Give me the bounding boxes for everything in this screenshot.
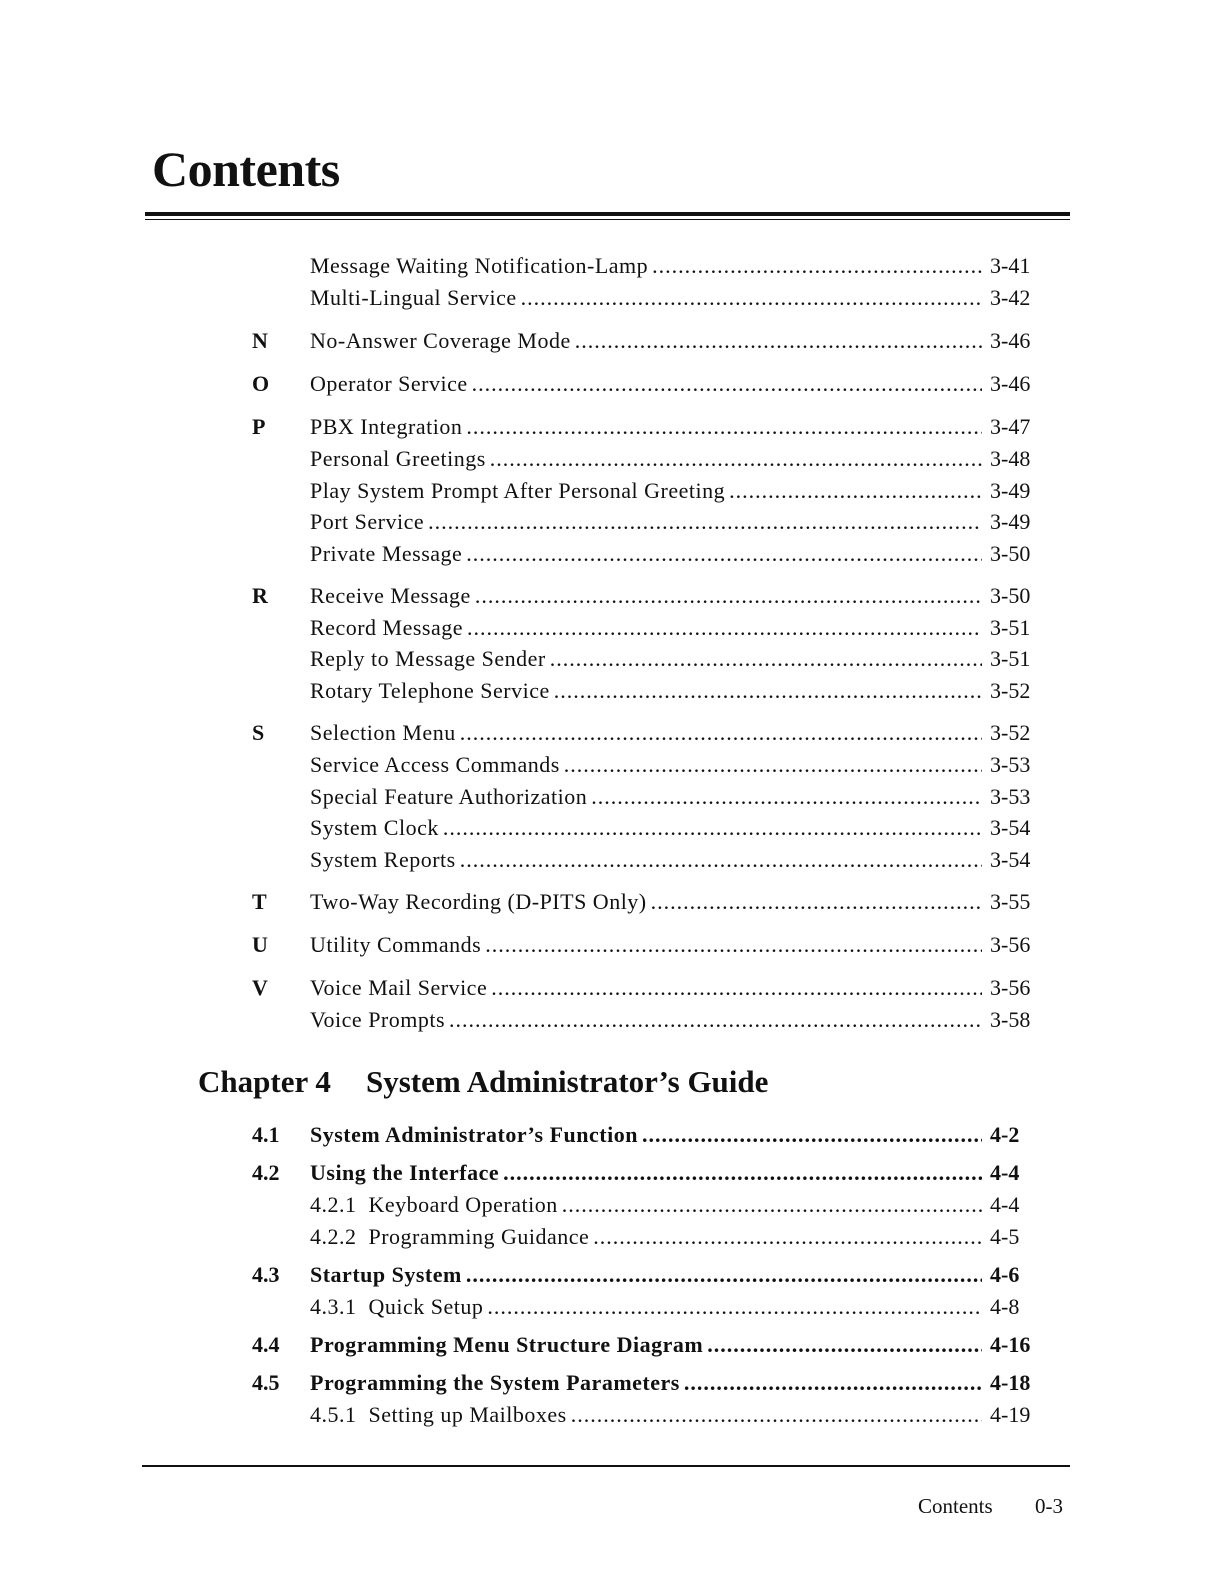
toc-entry[interactable] [0,718,1222,748]
toc-subsection-entry[interactable] [0,1400,1222,1430]
page-title: Contents [152,141,340,197]
toc-entry[interactable] [0,845,1222,875]
toc-entry-title: System Clock ..... [310,813,982,843]
toc-section-entry[interactable] [0,1260,1222,1290]
toc-entry-title: Utility Commands ..... [310,930,982,960]
toc-entry-title: Personal Greetings ..... [310,444,982,474]
header-rule-thin [145,219,1070,220]
toc-entry-page: 4-4 [990,1160,1020,1185]
toc-entry-page: 3-51 [990,646,1031,671]
toc-entry-title: 4.5.1 Setting up Mailboxes ..... [310,1400,982,1430]
toc-entry-title: Private Message ..... [310,539,982,569]
toc-entry-title: Operator Service ..... [310,369,982,399]
toc-entry-page: 3-53 [990,752,1031,777]
toc-section-number: 4.3 [252,1262,280,1287]
toc-entry-page: 3-54 [990,847,1031,872]
toc-entry-title: Startup System ..... [310,1260,982,1290]
toc-letter: S [252,720,265,745]
toc-entry-title: No-Answer Coverage Mode ..... [310,326,982,356]
toc-letter: U [252,932,268,957]
toc-entry[interactable] [0,676,1222,706]
toc-entry[interactable] [0,539,1222,569]
toc-entry[interactable] [0,973,1222,1003]
toc-entry-page: 3-56 [990,932,1031,957]
toc-entry-title: System Reports ..... [310,845,982,875]
toc-entry-title: Voice Mail Service ..... [310,973,982,1003]
toc-entry[interactable] [0,782,1222,812]
toc-section-number: 4.4 [252,1332,280,1357]
toc-entry-page: 3-49 [990,478,1031,503]
toc-entry-page: 3-51 [990,615,1031,640]
toc-entry-title: Special Feature Authorization ..... [310,782,982,812]
toc-entry[interactable] [0,613,1222,643]
toc-entry-page: 3-56 [990,975,1031,1000]
toc-entry-title: Service Access Commands ..... [310,750,982,780]
toc-subsection-entry[interactable] [0,1222,1222,1252]
toc-letter: T [252,889,267,914]
toc-entry-page: 3-55 [990,889,1031,914]
toc-entry-page: 3-47 [990,414,1031,439]
toc-letter: V [252,975,268,1000]
toc-entry-page: 3-50 [990,583,1031,608]
toc-entry-title: 4.2.2 Programming Guidance ..... [310,1222,982,1252]
toc-entry-page: 4-2 [990,1122,1020,1147]
toc-entry-title: Port Service ..... [310,507,982,537]
toc-entry[interactable] [0,412,1222,442]
toc-entry-page: 4-6 [990,1262,1020,1287]
toc-entry[interactable] [0,326,1222,356]
toc-entry[interactable] [0,1005,1222,1035]
toc-entry-page: 3-53 [990,784,1031,809]
toc-entry-title: 4.2.1 Keyboard Operation ..... [310,1190,982,1220]
footer-page-number: 0-3 [1035,1494,1063,1518]
toc-entry-page: 3-58 [990,1007,1031,1032]
toc-entry-page: 4-8 [990,1294,1020,1319]
toc-entry-title: System Administrator’s Function ..... [310,1120,982,1150]
toc-entry-page: 3-50 [990,541,1031,566]
toc-letter: O [252,371,270,396]
toc-entry-title: 4.3.1 Quick Setup ..... [310,1292,982,1322]
toc-letter: R [252,583,268,608]
chapter-title: System Administrator’s Guide [366,1064,769,1099]
toc-subsection-entry[interactable] [0,1292,1222,1322]
toc-section-entry[interactable] [0,1158,1222,1188]
toc-entry-title: Using the Interface ..... [310,1158,982,1188]
toc-section-number: 4.5 [252,1370,280,1395]
toc-entry-page: 3-42 [990,285,1031,310]
footer-rule [142,1465,1070,1467]
toc-entry-title: Receive Message ..... [310,581,982,611]
toc-letter: N [252,328,268,353]
toc-entry-title: Multi-Lingual Service ..... [310,283,982,313]
toc-entry[interactable] [0,507,1222,537]
toc-entry-title: Programming Menu Structure Diagram ..... [310,1330,982,1360]
header-rule-thick [145,212,1070,216]
toc-entry[interactable] [0,750,1222,780]
toc-entry[interactable] [0,644,1222,674]
toc-entry-title: Play System Prompt After Personal Greeting ..... [310,476,982,506]
toc-entry-page: 4-4 [990,1192,1020,1217]
toc-entry[interactable] [0,444,1222,474]
footer-label: Contents [918,1494,993,1518]
toc-entry-title: PBX Integration ..... [310,412,982,442]
toc-entry-page: 3-49 [990,509,1031,534]
toc-entry[interactable] [0,813,1222,843]
toc-section-number: 4.2 [252,1160,280,1185]
toc-entry-page: 3-48 [990,446,1031,471]
toc-entry[interactable] [0,476,1222,506]
toc-entry[interactable] [0,251,1222,281]
toc-letter: P [252,414,266,439]
toc-section-number: 4.1 [252,1122,280,1147]
toc-entry-title: Selection Menu ..... [310,718,982,748]
toc-entry-page: 4-16 [990,1332,1031,1357]
toc-entry-page: 3-46 [990,328,1031,353]
toc-entry[interactable] [0,369,1222,399]
toc-entry-page: 3-46 [990,371,1031,396]
toc-entry-page: 3-41 [990,253,1031,278]
chapter-heading [198,1064,768,1100]
toc-section-entry[interactable] [0,1330,1222,1360]
toc-entry[interactable] [0,283,1222,313]
toc-entry-title: Two-Way Recording (D-PITS Only) ..... [310,887,982,917]
toc-entry-page: 3-54 [990,815,1031,840]
toc-entry-title: Rotary Telephone Service ..... [310,676,982,706]
chapter-number: Chapter 4 [198,1064,331,1099]
toc-entry[interactable] [0,930,1222,960]
toc-entry-title: Message Waiting Notification-Lamp ..... [310,251,982,281]
toc-section-entry[interactable] [0,1120,1222,1150]
toc-entry-title: Programming the System Parameters ..... [310,1368,982,1398]
toc-entry-page: 3-52 [990,720,1031,745]
toc-subsection-entry[interactable] [0,1190,1222,1220]
toc-entry-page: 4-18 [990,1370,1031,1395]
toc-entry-title: Voice Prompts ..... [310,1005,982,1035]
toc-entry-title: Record Message ..... [310,613,982,643]
toc-entry-page: 3-52 [990,678,1031,703]
toc-section-entry[interactable] [0,1368,1222,1398]
toc-entry-page: 4-19 [990,1402,1031,1427]
toc-entry-title: Reply to Message Sender ..... [310,644,982,674]
toc-entry[interactable] [0,887,1222,917]
toc-entry[interactable] [0,581,1222,611]
toc-entry-page: 4-5 [990,1224,1020,1249]
